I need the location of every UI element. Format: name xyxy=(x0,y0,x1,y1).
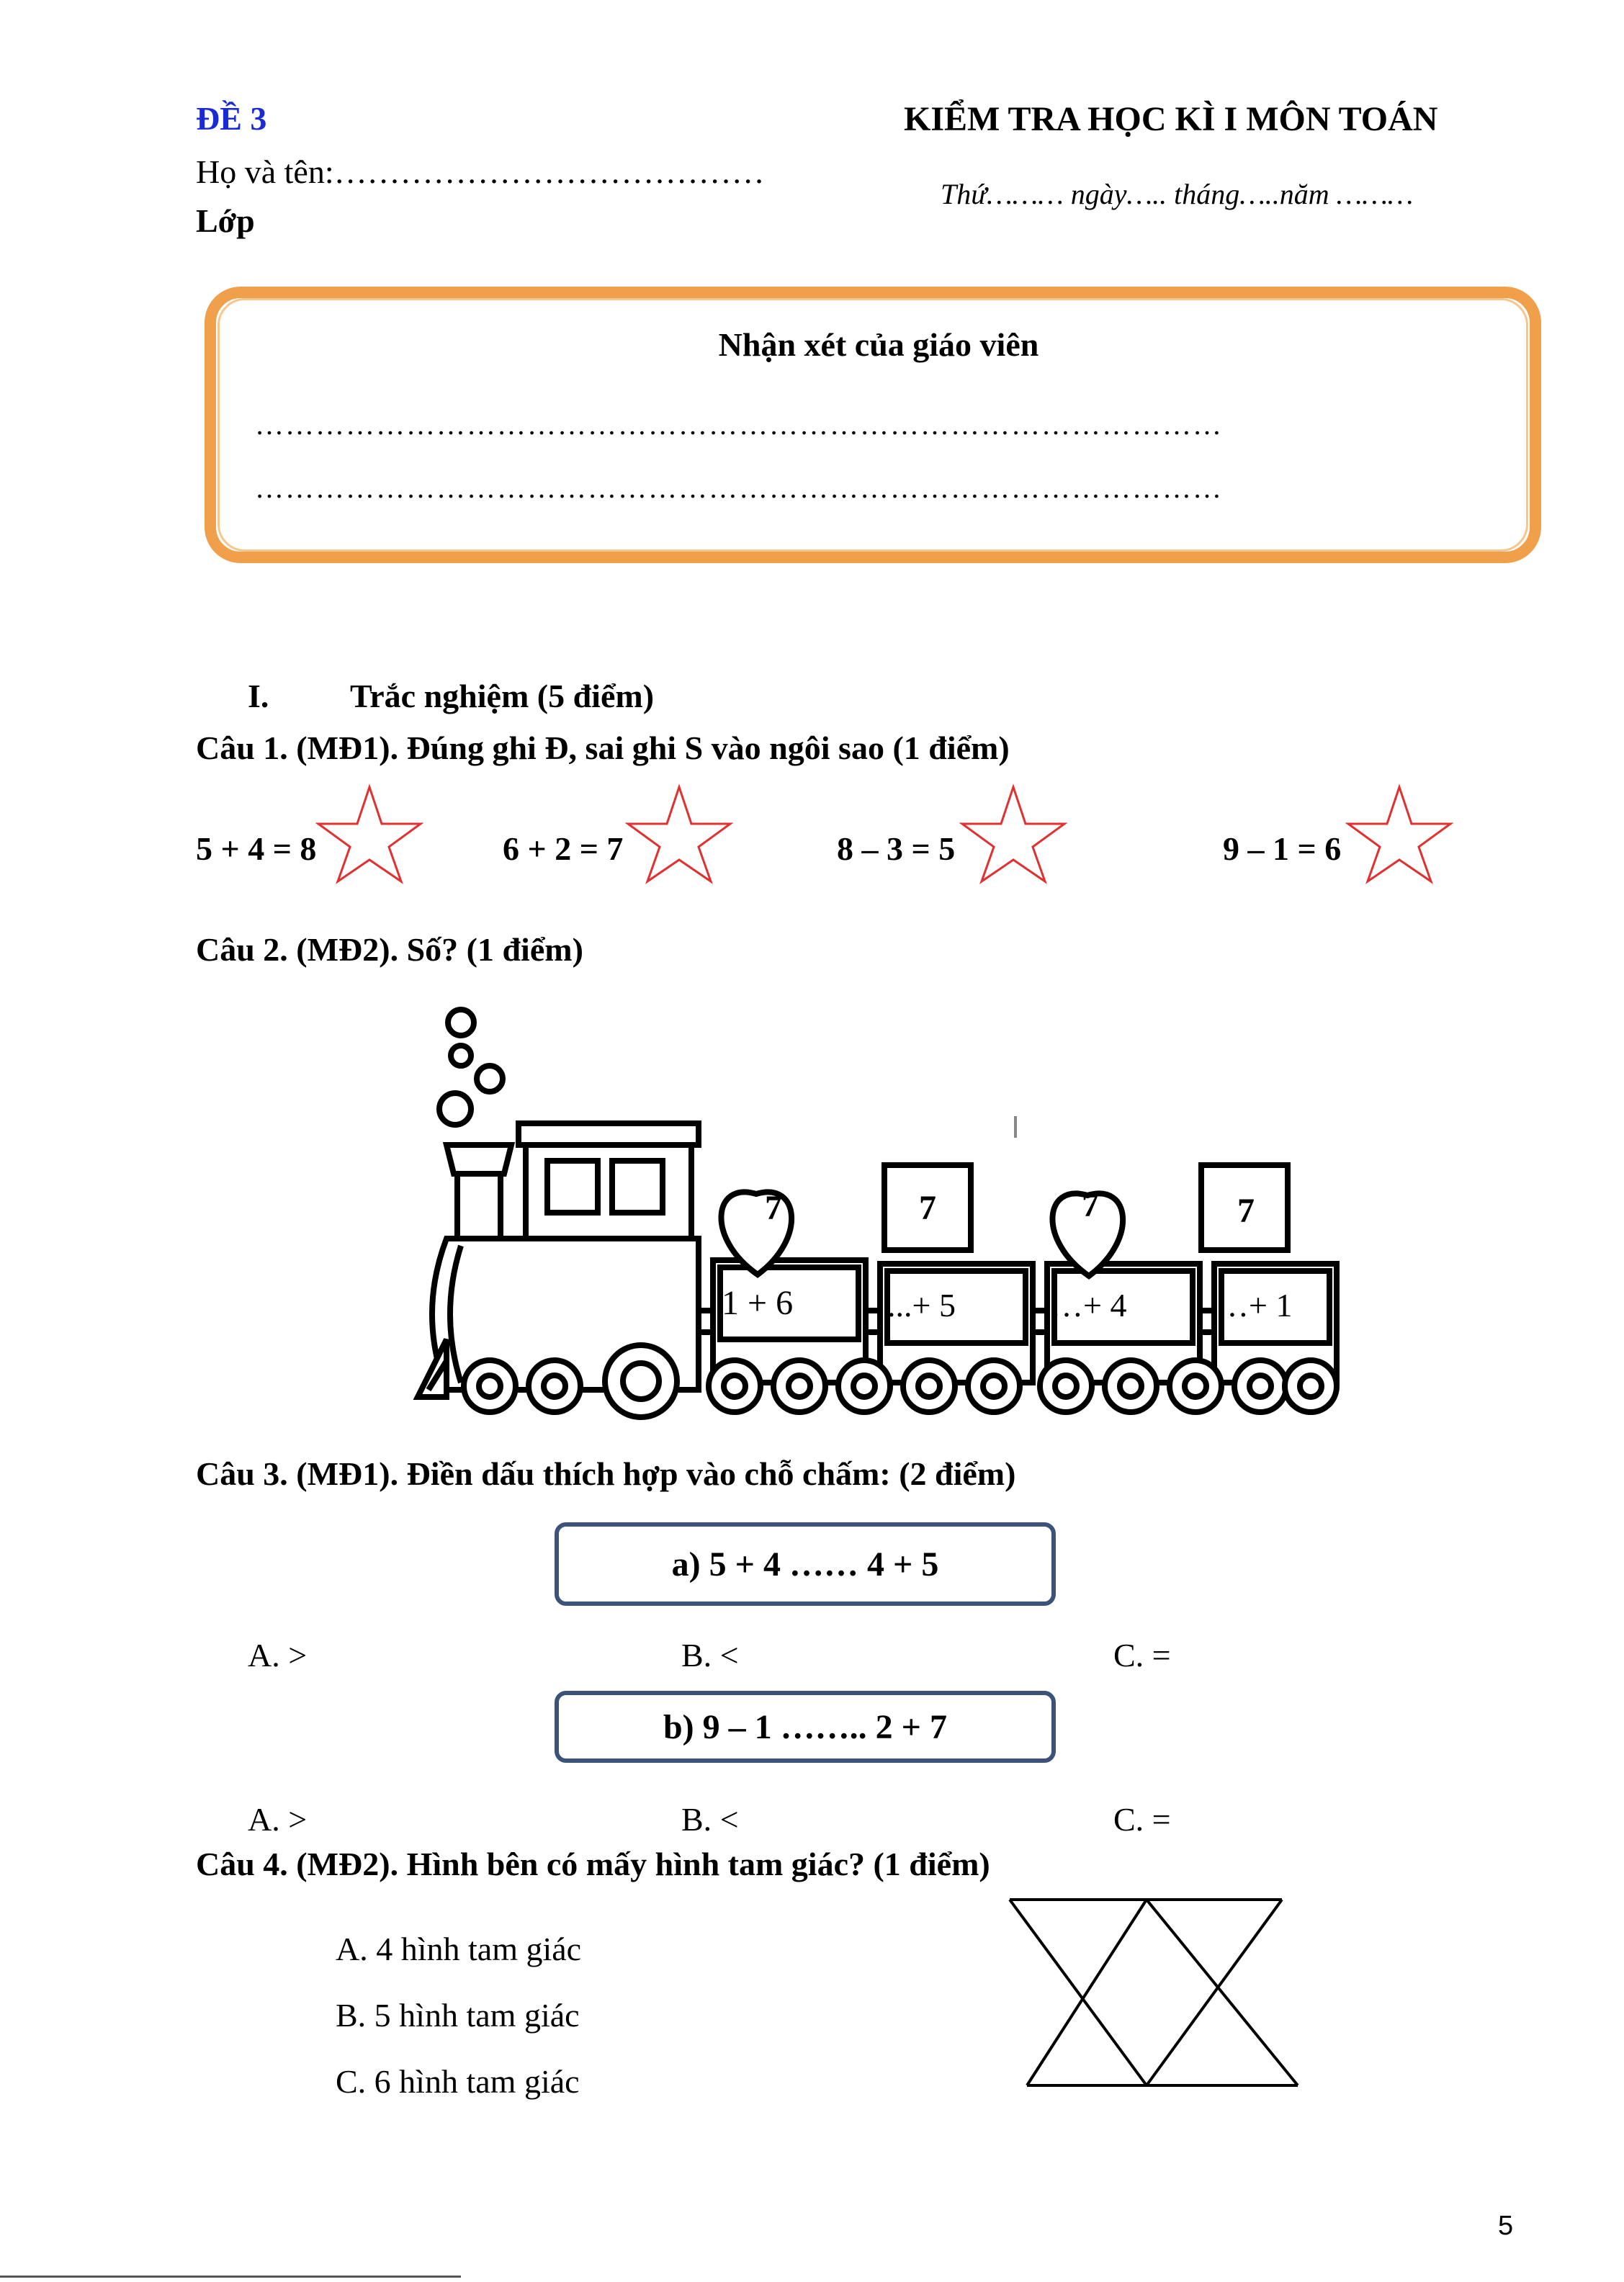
car-expression-4: …+ 1 xyxy=(1216,1287,1293,1324)
heart-number-2: 7 xyxy=(1082,1186,1099,1224)
class-label: Lớp xyxy=(196,202,255,239)
square-number-2: 7 xyxy=(1237,1192,1255,1230)
star-answer-1[interactable] xyxy=(315,783,423,884)
student-name-line: Họ và tên:………………………………… xyxy=(196,153,765,190)
smoke-puff xyxy=(448,1010,474,1036)
date-line: Thứ……… ngày….. tháng…..năm ……… xyxy=(941,178,1414,210)
square-number-1: 7 xyxy=(919,1189,936,1227)
q3b-box xyxy=(555,1691,1056,1763)
exam-number: ĐỀ 3 xyxy=(196,100,267,137)
q4-option-a[interactable]: A. 4 hình tam giác xyxy=(336,1931,582,1967)
star-answer-3[interactable] xyxy=(959,783,1067,884)
heart-number-1: 7 xyxy=(765,1189,782,1227)
q1-title: Câu 1. (MĐ1). Đúng ghi Đ, sai ghi S vào ngôi sao (1 điểm) xyxy=(196,729,1010,766)
car-expression-2: ...+ 5 xyxy=(887,1287,956,1324)
q3b-option-c[interactable]: C. = xyxy=(1113,1801,1171,1838)
q4-title: Câu 4. (MĐ2). Hình bên có mấy hình tam giác? (1 điểm) xyxy=(196,1846,990,1882)
comment-line-2: …………………………………………………………………………………… xyxy=(255,472,1223,504)
q1-item-4: 9 – 1 = 6 xyxy=(1223,830,1342,867)
q3a-option-a[interactable]: A. > xyxy=(248,1637,308,1674)
section-roman: I. xyxy=(248,678,269,714)
q4-option-c[interactable]: C. 6 hình tam giác xyxy=(336,2063,580,2100)
q3b-option-b[interactable]: B. < xyxy=(681,1801,739,1838)
exam-title: KIỂM TRA HỌC KÌ I MÔN TOÁN xyxy=(904,100,1438,138)
train-illustration xyxy=(374,1001,1340,1433)
comment-line-1: …………………………………………………………………………………… xyxy=(255,408,1223,441)
car-expression-3: …+ 4 xyxy=(1050,1287,1127,1324)
car-expression-1: 1 + 6 xyxy=(722,1284,794,1322)
q1-item-2: 6 + 2 = 7 xyxy=(503,830,624,867)
q4-option-b[interactable]: B. 5 hình tam giác xyxy=(336,1997,580,2034)
footer-rule xyxy=(0,2276,461,2278)
section-title: Trắc nghiệm (5 điểm) xyxy=(350,678,655,714)
q3b-expression: b) 9 – 1 …….. 2 + 7 xyxy=(663,1707,948,1746)
q3a-option-b[interactable]: B. < xyxy=(681,1637,739,1674)
q1-item-3: 8 – 3 = 5 xyxy=(837,830,956,867)
q3-title: Câu 3. (MĐ1). Điền dấu thích hợp vào chỗ chấm: (2 điểm) xyxy=(196,1455,1016,1492)
q3a-expression: a) 5 + 4 …… 4 + 5 xyxy=(671,1545,939,1584)
page-number: 5 xyxy=(1498,2211,1514,2241)
q2-title: Câu 2. (MĐ2). Số? (1 điểm) xyxy=(196,931,583,968)
q1-item-1: 5 + 4 = 8 xyxy=(196,830,317,867)
q3b-option-a[interactable]: A. > xyxy=(248,1801,308,1838)
triangle-figure xyxy=(1005,1894,1311,2095)
q3a-box xyxy=(555,1522,1056,1606)
teacher-comment-title: Nhận xét của giáo viên xyxy=(718,326,1039,363)
q3a-option-c[interactable]: C. = xyxy=(1113,1637,1171,1674)
star-answer-2[interactable] xyxy=(625,783,733,884)
star-answer-4[interactable] xyxy=(1345,783,1453,884)
